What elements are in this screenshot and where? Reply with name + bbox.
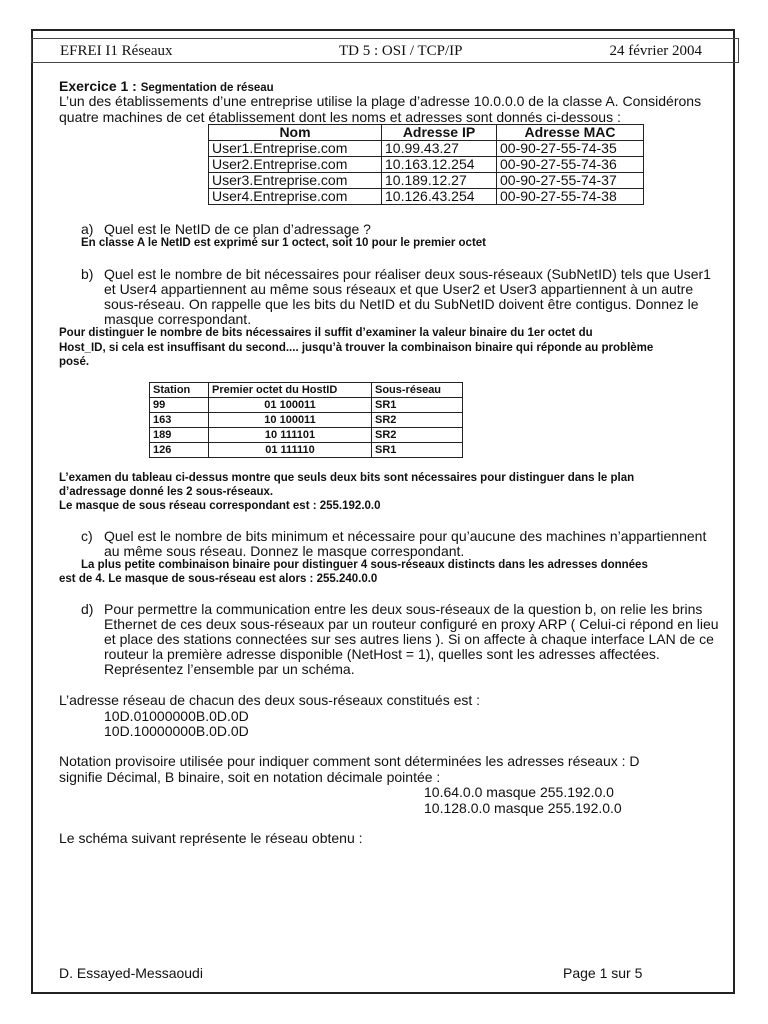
notation-address-1: 10.64.0.0 masque 255.192.0.0: [424, 784, 614, 800]
column-header: Premier octet du HostID: [209, 383, 372, 398]
footer-page-number: Page 1 sur 5: [563, 965, 643, 981]
exercise-number: Exercice 1 :: [59, 78, 137, 94]
table-cell: 10.163.12.254: [382, 157, 497, 173]
table-row: [150, 398, 463, 413]
table-cell: 01 111110: [209, 443, 372, 458]
question-d-line-3: et place des stations connectées sur ses autres liens ). Si on affecte à chaque interface LAN de ce: [104, 631, 714, 647]
table-cell: 10.126.43.254: [382, 189, 497, 205]
table-cell: 10.99.43.27: [382, 141, 497, 157]
table-cell: 10 100011: [209, 413, 372, 428]
table-cell: 189: [150, 428, 209, 443]
answer-b-line-2: Host_ID, si cela est insuffisant du second.... jusqu’à trouver la combinaison binaire qui réponde au problème: [59, 342, 654, 354]
answer-a: En classe A le NetID est exprimé sur 1 octect, soit 10 pour le premier octet: [81, 237, 486, 249]
conclusion-b-line-3: Le masque de sous réseau correspondant est : 255.192.0.0: [59, 500, 381, 512]
network-address-intro: L’adresse réseau de chacun des deux sous-réseaux constitués est :: [59, 692, 481, 708]
question-d-label: d): [81, 601, 94, 617]
table-cell: User1.Entreprise.com: [209, 141, 382, 157]
table-cell: User4.Entreprise.com: [209, 189, 382, 205]
network-address-1: 10D.01000000B.0D.0D: [104, 708, 249, 724]
table-cell: SR2: [372, 413, 463, 428]
notation-line-1: Notation provisoire utilisée pour indiquer comment sont déterminées les adresses réseaux : D: [59, 753, 640, 769]
table-cell: 10.189.12.27: [382, 173, 497, 189]
column-header: Adresse MAC: [497, 125, 644, 141]
header-date: 24 février 2004: [609, 43, 702, 59]
table-row: [209, 189, 644, 205]
table-cell: 00-90-27-55-74-35: [497, 141, 644, 157]
table-row: [150, 443, 463, 458]
column-header: Station: [150, 383, 209, 398]
header-title: TD 5 : OSI / TCP/IP: [339, 43, 463, 59]
question-a-text: Quel est le NetID de ce plan d’adressage ?: [104, 221, 371, 237]
question-b-label: b): [81, 266, 94, 282]
question-b-line-4: masque correspondant.: [104, 311, 252, 327]
header-course: EFREI I1 Réseaux: [60, 43, 173, 59]
table-row: [209, 173, 644, 189]
table-cell: 00-90-27-55-74-36: [497, 157, 644, 173]
schema-caption: Le schéma suivant représente le réseau obtenu :: [59, 830, 363, 846]
table-header-row: [209, 125, 644, 141]
table-cell: SR2: [372, 428, 463, 443]
footer-author: D. Essayed-Messaoudi: [59, 965, 203, 981]
question-c-line-1: Quel est le nombre de bits minimum et nécessaire pour qu’aucune des machines n’appartiennent: [104, 528, 707, 544]
conclusion-b-line-1: L’examen du tableau ci-dessus montre que seuls deux bits sont nécessaires pour distinguer dans le plan: [59, 472, 635, 484]
question-c-label: c): [81, 528, 93, 544]
notation-address-2: 10.128.0.0 masque 255.192.0.0: [424, 800, 622, 816]
answer-c-line-2: est de 4. Le masque de sous-réseau est alors : 255.240.0.0: [59, 573, 378, 585]
table-row: [209, 141, 644, 157]
table-cell: 00-90-27-55-74-38: [497, 189, 644, 205]
table-header-row: [150, 383, 463, 398]
question-b-line-1: Quel est le nombre de bit nécessaires pour réaliser deux sous-réseaux (SubNetID) tels que User1: [104, 266, 711, 282]
question-d-line-2: Ethernet de ces deux sous-réseaux par un routeur configuré en proxy ARP ( Celui-ci répond en lieu: [104, 616, 719, 632]
answer-b-line-3: posé.: [59, 356, 90, 368]
question-d-line-5: Représentez l’ensemble par un schéma.: [104, 661, 355, 677]
column-header: Nom: [209, 125, 382, 141]
intro-line-1: L’un des établissements d’une entreprise utilise la plage d’adresse 10.0.0.0 de la classe A. Considérons: [59, 93, 702, 109]
exercise-title: Segmentation de réseau: [140, 82, 274, 94]
question-d-line-1: Pour permettre la communication entre les deux sous-réseaux de la question b, on relie les brins: [104, 601, 703, 617]
answer-c-line-1: La plus petite combinaison binaire pour distinguer 4 sous-réseaux distincts dans les adresses données: [81, 559, 648, 571]
table-cell: User2.Entreprise.com: [209, 157, 382, 173]
answer-b-line-1: Pour distinguer le nombre de bits nécessaires il suffit d’examiner la valeur binaire du 1er octet du: [59, 327, 593, 339]
table-row: [209, 157, 644, 173]
intro-line-2: quatre machines de cet établissement dont les noms et adresses sont donnés ci-dessous :: [59, 109, 621, 125]
table-cell: 163: [150, 413, 209, 428]
table-cell: 126: [150, 443, 209, 458]
table-row: [150, 413, 463, 428]
table-cell: User3.Entreprise.com: [209, 173, 382, 189]
table-cell: SR1: [372, 443, 463, 458]
column-header: Sous-réseau: [372, 383, 463, 398]
question-b-line-2: et User4 appartiennent au même sous réseaux et que User2 et User3 appartiennent à un autre: [104, 281, 694, 297]
question-d-line-4: routeur la première adresse disponible (NetHost = 1), quelles sont les adresses affectées.: [104, 646, 660, 662]
table-cell: 00-90-27-55-74-37: [497, 173, 644, 189]
machines-table: [208, 124, 644, 205]
table-cell: 10 111101: [209, 428, 372, 443]
notation-line-2: signifie Décimal, B binaire, soit en notation décimale pointée :: [59, 769, 441, 785]
page-header: [31, 38, 739, 63]
question-c-line-2: au même sous réseau. Donnez le masque correspondant.: [104, 543, 465, 559]
table-cell: 01 100011: [209, 398, 372, 413]
question-a-label: a): [81, 221, 94, 237]
table-row: [150, 428, 463, 443]
question-b-line-3: sous-réseau. On rappelle que les bits du NetID et du SubNetID doivent être contigus. Donnez le: [104, 296, 699, 312]
column-header: Adresse IP: [382, 125, 497, 141]
table-cell: 99: [150, 398, 209, 413]
hostid-table: [149, 382, 463, 458]
table-cell: SR1: [372, 398, 463, 413]
network-address-2: 10D.10000000B.0D.0D: [104, 723, 249, 739]
conclusion-b-line-2: d’adressage donné les 2 sous-réseaux.: [59, 486, 274, 498]
